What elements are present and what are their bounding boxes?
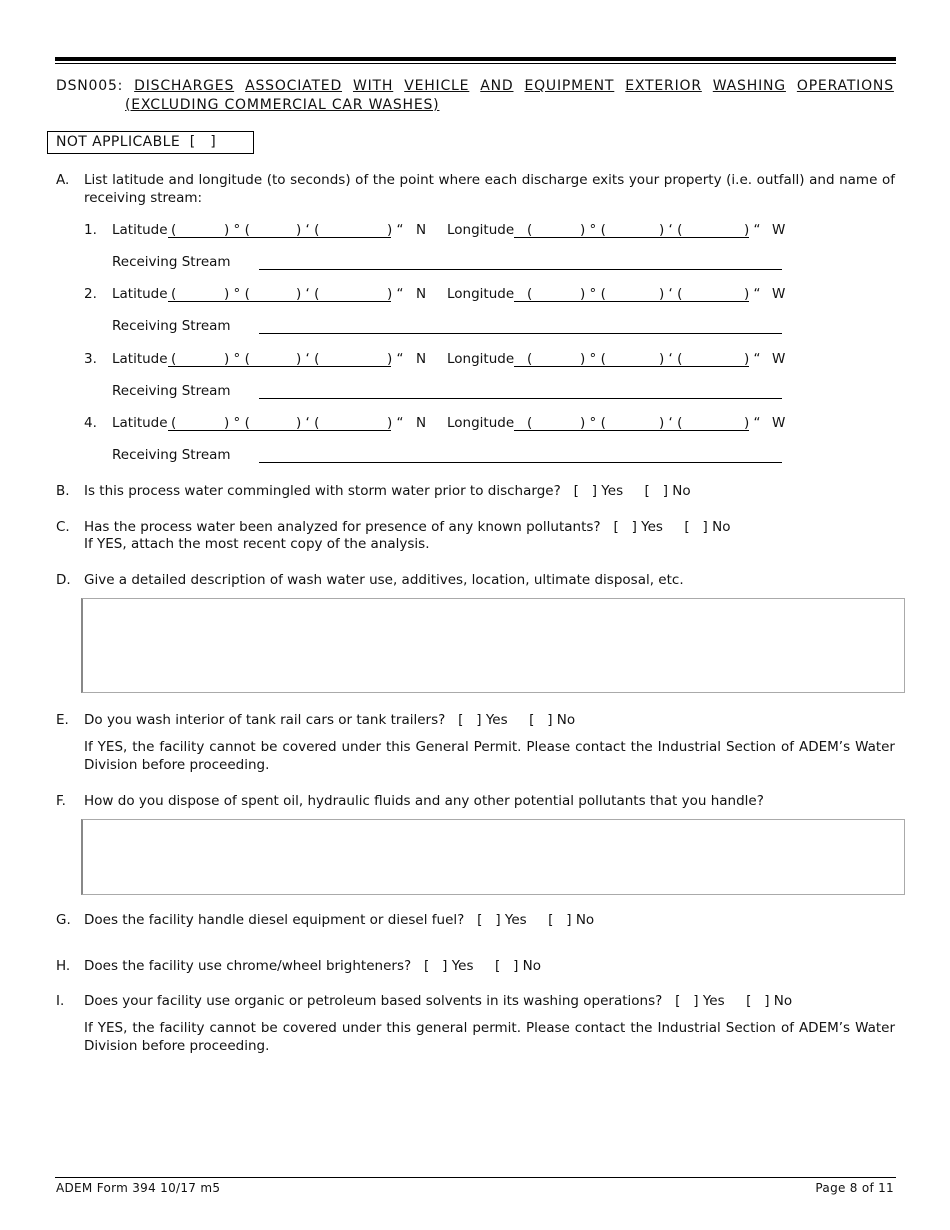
lat-degree-mark: ) ° ( [224, 222, 250, 238]
lat-minute-mark: ) ‘ ( [296, 286, 320, 302]
longitude-label: Longitude [447, 286, 515, 302]
north-label: N [416, 351, 427, 367]
lat-minute-mark: ) ‘ ( [296, 222, 320, 238]
question-i-text[interactable]: Does your facility use organic or petroleum based solvents in its washing operations? [ ] Yes [ ] No [84, 993, 793, 1009]
section-title-word: WITH [352, 78, 394, 94]
section-code: DSN005: [56, 78, 124, 94]
lat-second-mark: ) “ [387, 286, 404, 302]
outfall-number: 3. [84, 351, 97, 367]
question-f-label: F. [56, 793, 66, 809]
north-label: N [416, 286, 427, 302]
longitude-field[interactable] [514, 286, 749, 302]
lon-minute-mark: ) ‘ ( [659, 415, 683, 431]
question-d-label: D. [56, 572, 71, 588]
section-title-line1 [56, 77, 894, 96]
lat-second-mark: ) “ [387, 415, 404, 431]
receiving-stream-label: Receiving Stream [112, 383, 231, 399]
receiving-stream-label: Receiving Stream [112, 318, 231, 334]
lon-open-paren: ( [527, 351, 533, 367]
section-title-word: EXTERIOR [625, 78, 702, 94]
disposal-textbox[interactable] [81, 819, 905, 895]
latitude-field[interactable] [168, 222, 391, 238]
question-c-label: C. [56, 519, 70, 535]
section-title-line2: (EXCLUDING COMMERCIAL CAR WASHES) [125, 97, 440, 113]
question-a-text: List latitude and longitude (to seconds) of the point where each discharge exits your property (i.e. outfall) and name of receiving stream: [84, 172, 895, 206]
header-rule-thick [55, 57, 896, 61]
footer-rule [55, 1177, 896, 1178]
section-title-word: VEHICLE [404, 78, 470, 94]
coordinate-row [84, 222, 804, 242]
question-b-label: B. [56, 483, 70, 499]
longitude-field[interactable] [514, 351, 749, 367]
longitude-label: Longitude [447, 415, 515, 431]
lon-open-paren: ( [527, 286, 533, 302]
lat-second-mark: ) “ [387, 351, 404, 367]
question-h-text[interactable]: Does the facility use chrome/wheel brighteners? [ ] Yes [ ] No [84, 958, 542, 974]
longitude-field[interactable] [514, 222, 749, 238]
lon-second-mark: ) “ [744, 286, 761, 302]
latitude-field[interactable] [168, 415, 391, 431]
longitude-label: Longitude [447, 351, 515, 367]
latitude-field[interactable] [168, 286, 391, 302]
header-rule-thin [55, 63, 896, 64]
receiving-stream-row [112, 254, 792, 274]
lon-open-paren: ( [527, 222, 533, 238]
lon-degree-mark: ) ° ( [580, 286, 606, 302]
question-g-text[interactable]: Does the facility handle diesel equipment or diesel fuel? [ ] Yes [ ] No [84, 912, 595, 928]
lon-degree-mark: ) ° ( [580, 351, 606, 367]
question-e-text[interactable]: Do you wash interior of tank rail cars or tank trailers? [ ] Yes [ ] No [84, 712, 576, 728]
lon-second-mark: ) “ [744, 222, 761, 238]
lat-degree-mark: ) ° ( [224, 286, 250, 302]
longitude-field[interactable] [514, 415, 749, 431]
north-label: N [416, 222, 427, 238]
lon-minute-mark: ) ‘ ( [659, 286, 683, 302]
receiving-stream-field[interactable] [259, 269, 782, 270]
coordinate-row [84, 286, 804, 306]
receiving-stream-row [112, 447, 792, 467]
latitude-label: Latitude [112, 415, 168, 431]
question-f-text: How do you dispose of spent oil, hydraulic fluids and any other potential pollutants that you handle? [84, 793, 764, 809]
west-label: W [772, 415, 786, 431]
coordinate-row [84, 351, 804, 371]
section-title-word: AND [480, 78, 514, 94]
section-title-word: OPERATIONS [796, 78, 894, 94]
lat-degree-mark: ) ° ( [224, 351, 250, 367]
question-i-note: If YES, the facility cannot be covered under this general permit. Please contact the Industrial Section of ADEM’s Water Division before proceeding. [84, 1020, 895, 1054]
receiving-stream-field[interactable] [259, 398, 782, 399]
lon-second-mark: ) “ [744, 351, 761, 367]
lat-open-paren: ( [171, 222, 177, 238]
receiving-stream-row [112, 318, 792, 338]
lat-open-paren: ( [171, 415, 177, 431]
receiving-stream-label: Receiving Stream [112, 447, 231, 463]
description-textbox[interactable] [81, 598, 905, 693]
question-a-label: A. [56, 172, 70, 188]
question-e-note: If YES, the facility cannot be covered under this General Permit. Please contact the Industrial Section of ADEM’s Water Division before proceeding. [84, 739, 895, 773]
question-c-note: If YES, attach the most recent copy of the analysis. [84, 536, 430, 552]
not-applicable-checkbox[interactable]: NOT APPLICABLE [ ] [47, 131, 254, 154]
lon-open-paren: ( [527, 415, 533, 431]
coordinate-row [84, 415, 804, 435]
lat-degree-mark: ) ° ( [224, 415, 250, 431]
lat-second-mark: ) “ [387, 222, 404, 238]
lon-minute-mark: ) ‘ ( [659, 351, 683, 367]
lat-minute-mark: ) ‘ ( [296, 415, 320, 431]
receiving-stream-row [112, 383, 792, 403]
lat-minute-mark: ) ‘ ( [296, 351, 320, 367]
section-title [56, 77, 894, 115]
outfall-number: 1. [84, 222, 97, 238]
receiving-stream-field[interactable] [259, 462, 782, 463]
outfall-number: 2. [84, 286, 97, 302]
lon-degree-mark: ) ° ( [580, 415, 606, 431]
receiving-stream-label: Receiving Stream [112, 254, 231, 270]
west-label: W [772, 286, 786, 302]
page-number: Page 8 of 11 [815, 1181, 894, 1195]
longitude-label: Longitude [447, 222, 515, 238]
form-number: ADEM Form 394 10/17 m5 [56, 1181, 221, 1195]
section-title-word: WASHING [712, 78, 786, 94]
north-label: N [416, 415, 427, 431]
receiving-stream-field[interactable] [259, 333, 782, 334]
latitude-label: Latitude [112, 222, 168, 238]
question-i-label: I. [56, 993, 65, 1009]
question-g-label: G. [56, 912, 71, 928]
section-title-word: ASSOCIATED [245, 78, 343, 94]
question-h-label: H. [56, 958, 71, 974]
lat-open-paren: ( [171, 351, 177, 367]
question-e-label: E. [56, 712, 69, 728]
latitude-label: Latitude [112, 351, 168, 367]
latitude-label: Latitude [112, 286, 168, 302]
question-b-text[interactable]: Is this process water commingled with storm water prior to discharge? [ ] Yes [ ] No [84, 483, 691, 499]
west-label: W [772, 351, 786, 367]
lon-minute-mark: ) ‘ ( [659, 222, 683, 238]
question-d-text: Give a detailed description of wash water use, additives, location, ultimate disposal, etc. [84, 572, 684, 588]
lat-open-paren: ( [171, 286, 177, 302]
outfall-number: 4. [84, 415, 97, 431]
section-title-word: DISCHARGES [134, 78, 235, 94]
west-label: W [772, 222, 786, 238]
question-c-text[interactable]: Has the process water been analyzed for presence of any known pollutants? [ ] Yes [ ] No [84, 519, 731, 535]
section-title-word: EQUIPMENT [524, 78, 615, 94]
lon-second-mark: ) “ [744, 415, 761, 431]
latitude-field[interactable] [168, 351, 391, 367]
lon-degree-mark: ) ° ( [580, 222, 606, 238]
